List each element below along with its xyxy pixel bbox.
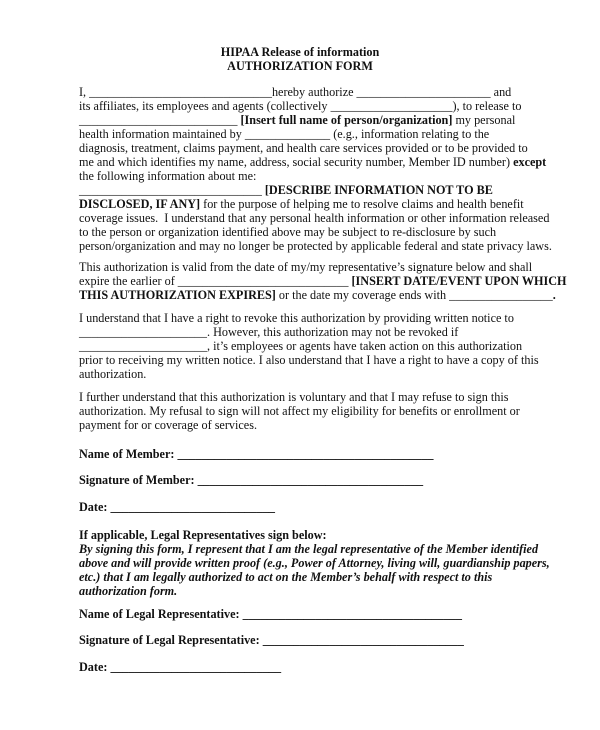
text-line: coverage issues. I understand that any personal health information or other information released <box>79 211 550 225</box>
text-line: diagnosis, treatment, claims payment, and health care services provided or to be provided to <box>79 141 528 155</box>
text-line: to the person or organization identified above may be subject to re-disclosure by such <box>79 225 497 239</box>
legal-rep-signature-field[interactable]: _________________________________ <box>259 633 464 647</box>
member-date-row <box>79 500 275 514</box>
member-signature-label: Signature of Member: <box>79 473 195 487</box>
legal-rep-name-row <box>79 607 462 621</box>
text-line: its affiliates, its employees and agents (collectively ____________________), to release to <box>79 99 522 113</box>
text-line: authorization. <box>79 367 147 381</box>
member-date-label: Date: <box>79 500 108 514</box>
legal-rep-signature-row <box>79 633 464 647</box>
member-date-field[interactable]: ___________________________ <box>107 500 275 514</box>
text-line: __________________________ [Insert full name of person/organization] my personal <box>79 113 516 127</box>
text-line: authorization. My refusal to sign will not affect my eligibility for benefits or enrollment or <box>79 404 520 418</box>
text-line: expire the earlier of ____________________________ [INSERT DATE/EVENT UPON WHICH <box>79 274 567 288</box>
text-line: _____________________. However, this authorization may not be revoked if <box>79 325 459 339</box>
text-line: health information maintained by ______________ (e.g., information relating to the <box>79 127 490 141</box>
member-name-label: Name of Member: <box>79 447 175 461</box>
member-name-row <box>79 447 433 461</box>
text-line: person/organization and may no longer be protected by applicable federal and state privacy laws. <box>79 239 552 253</box>
text-line: I, ______________________________hereby authorize ______________________ and <box>79 85 512 99</box>
text-line: authorization form. <box>79 584 178 598</box>
text-line: etc.) that I am legally authorized to act on the Member’s behalf with respect to this <box>79 570 493 584</box>
legal-rep-signature-label: Signature of Legal Representative: <box>79 633 260 647</box>
legal-rep-name-field[interactable]: ____________________________________ <box>239 607 462 621</box>
text-line: payment for or coverage of services. <box>79 418 257 432</box>
text-line: I understand that I have a right to revoke this authorization by providing written notice to <box>79 311 514 325</box>
legal-rep-heading: If applicable, Legal Representatives sign below: <box>79 528 327 542</box>
text-line: This authorization is valid from the date of my/my representative’s signature below and shall <box>79 260 533 274</box>
form-title-line1: HIPAA Release of information <box>220 45 380 59</box>
text-line: _____________________, it’s employees or agents have taken action on this authorization <box>79 339 523 353</box>
text-line: prior to receiving my written notice. I also understand that I have a right to have a copy of this <box>79 353 539 367</box>
legal-rep-date-row <box>79 660 281 674</box>
legal-rep-date-field[interactable]: ____________________________ <box>107 660 282 674</box>
text-line: me and which identifies my name, address, social security number, Member ID number) except <box>79 155 547 169</box>
legal-rep-date-label: Date: <box>79 660 108 674</box>
text-line: DISCLOSED, IF ANY] for the purpose of helping me to resolve claims and health benefit <box>79 197 524 211</box>
member-name-field[interactable]: __________________________________________ <box>174 447 434 461</box>
text-line: THIS AUTHORIZATION EXPIRES] or the date my coverage ends with _________________. <box>79 288 556 302</box>
text-line: above and will provide written proof (e.g., Power of Attorney, living will, guardianship papers, <box>79 556 550 570</box>
form-title-line2: AUTHORIZATION FORM <box>227 59 373 73</box>
text-line: ______________________________ [DESCRIBE INFORMATION NOT TO BE <box>79 183 493 197</box>
legal-rep-name-label: Name of Legal Representative: <box>79 607 240 621</box>
member-signature-row <box>79 473 423 487</box>
member-signature-field[interactable]: _____________________________________ <box>194 473 424 487</box>
text-line: the following information about me: <box>79 169 257 183</box>
text-line: I further understand that this authorization is voluntary and that I may refuse to sign this <box>79 390 509 404</box>
text-line: By signing this form, I represent that I am the legal representative of the Member identified <box>79 542 539 556</box>
